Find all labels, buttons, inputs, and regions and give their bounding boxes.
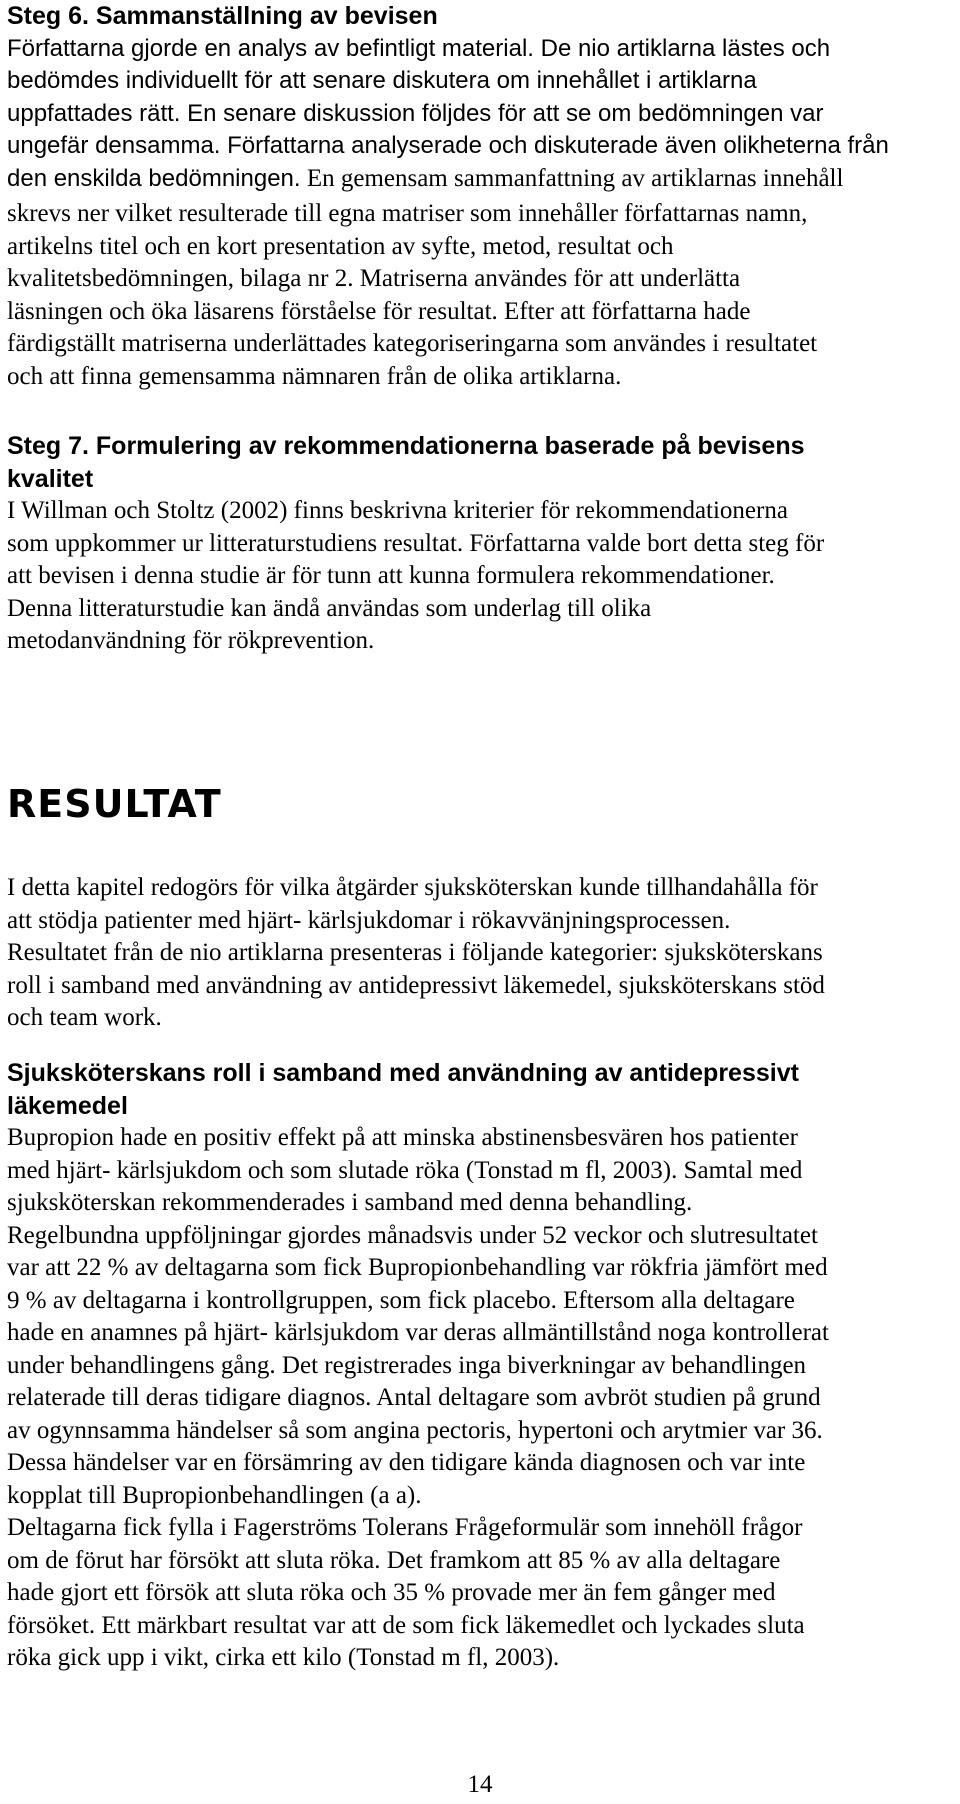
paragraph-line: 9 % av deltagarna i kontrollgruppen, som fick placebo. Eftersom alla deltagare (7, 1286, 795, 1314)
paragraph-line: ungefär densamma. Författarna analyserade och diskuterade även olikheterna från (7, 132, 889, 159)
paragraph-line: och team work. (7, 1004, 162, 1031)
paragraph-line: hade en anamnes på hjärt- kärlsjukdom var deras allmäntillstånd noga kontrollerat (7, 1319, 829, 1346)
paragraph-line: av ogynnsamma händelser så som angina pectoris, hypertoni och arytmier var 36. (7, 1416, 823, 1444)
paragraph-line: röka gick upp i vikt, cirka ett kilo (Tonstad m fl, 2003). (7, 1644, 560, 1671)
paragraph-line: skrevs ner vilket resulterade till egna matriser som innehåller författarnas namn, (7, 200, 808, 227)
paragraph-line: under behandlingens gång. Det registrerades inga biverkningar av behandlingen (7, 1351, 807, 1379)
section-steg-7 (7, 430, 952, 658)
paragraph-line: och att finna gemensamma nämnaren från de olika artiklarna. (7, 362, 622, 390)
paragraph-line: Författarna gjorde en analys av befintligt material. De nio artiklarna lästes och (7, 34, 831, 62)
paragraph-text-sans: den enskilda bedömningen. (7, 164, 301, 192)
paragraph-line: att bevisen i denna studie är för tunn att kunna formulera rekommendationer. (7, 562, 775, 589)
paragraph-line: om de förut har försökt att sluta röka. Det framkom att 85 % av alla deltagare (7, 1546, 781, 1574)
paragraph-line-mixed (7, 163, 952, 199)
section-heading-steg-6: Steg 6. Sammanställning av bevisen (7, 2, 438, 30)
paragraph-line: läsningen och öka läsarens förståelse för resultat. Efter att författarna hade (7, 297, 751, 325)
paragraph-line: var att 22 % av deltagarna som fick Bupropionbehandling var rökfria jämfört med (7, 1254, 828, 1281)
paragraph-line: kopplat till Bupropionbehandlingen (a a). (7, 1481, 422, 1509)
section-heading-roll: Sjuksköterskans roll i samband med användning av antidepressivt (7, 1059, 799, 1087)
section-heading-steg-7-cont: kvalitet (7, 464, 94, 493)
paragraph-line: med hjärt- kärlsjukdom och som slutade röka (Tonstad m fl, 2003). Samtal med (7, 1156, 803, 1184)
paragraph-line: I Willman och Stoltz (2002) finns beskrivna kriterier för rekommendationerna (7, 497, 788, 524)
paragraph-line: Denna litteraturstudie kan ändå användas som underlag till olika (7, 594, 652, 622)
paragraph-line: Dessa händelser var en försämring av den tidigare kända diagnosen och var inte (7, 1449, 806, 1476)
paragraph-line: Resultatet från de nio artiklarna presenteras i följande kategorier: sjuksköterskans (7, 939, 823, 966)
chapter-heading-resultat: RESULTAT (7, 782, 222, 826)
section-heading-steg-7: Steg 7. Formulering av rekommendationerna baserade på bevisens (7, 432, 805, 460)
paragraph-line: uppfattades rätt. En senare diskussion följdes för att se om bedömningen var (7, 99, 824, 127)
paragraph-line: som uppkommer ur litteraturstudiens resultat. Författarna valde bort detta steg för (7, 529, 825, 557)
paragraph-line: hade gjort ett försök att sluta röka och 35 % provade mer än fem gånger med (7, 1579, 776, 1606)
paragraph-line: färdigställt matriserna underlättades kategoriseringarna som användes i resultatet (7, 330, 818, 357)
paragraph-line: I detta kapitel redogörs för vilka åtgärder sjuksköterskan kunde tillhandahålla för (7, 874, 818, 901)
paragraph-line: försöket. Ett märkbart resultat var att de som fick läkemedlet och lyckades sluta (7, 1611, 805, 1639)
paragraph-line: sjuksköterskan rekommenderades i samband med denna behandling. (7, 1189, 693, 1216)
paragraph-line: att stödja patienter med hjärt- kärlsjukdomar i rökavvänjningsprocessen. (7, 906, 731, 934)
paragraph-line: relaterade till deras tidigare diagnos. Antal deltagare som avbröt studien på grund (7, 1384, 821, 1411)
paragraph-line: bedömdes individuellt för att senare diskutera om innehållet i artiklarna (7, 67, 757, 94)
section-heading-roll-cont: läkemedel (7, 1091, 128, 1120)
paragraph-line: artikelns titel och en kort presentation av syfte, metod, resultat och (7, 232, 674, 260)
paragraph-line: Deltagarna fick fylla i Fagerströms Tolerans Frågeformulär som innehöll frågor (7, 1514, 803, 1541)
paragraph-line: Bupropion hade en positiv effekt på att minska abstinensbesvären hos patienter (7, 1124, 799, 1151)
paragraph-text-serif: En gemensam sammanfattning av artiklarnas innehåll (300, 164, 844, 192)
paragraph-line: roll i samband med användning av antidepressivt läkemedel, sjuksköterskans stöd (7, 971, 825, 999)
section-sjukskoterskans-roll (7, 1057, 952, 1675)
paragraph-line: metodanvändning för rökprevention. (7, 627, 375, 654)
section-resultat-intro (7, 872, 952, 1035)
section-steg-6 (7, 0, 952, 393)
paragraph-line: kvalitetsbedömningen, bilaga nr 2. Matriserna användes för att underlätta (7, 265, 741, 292)
paragraph-line: Regelbundna uppföljningar gjordes månadsvis under 52 veckor och slutresultatet (7, 1221, 818, 1249)
page-number: 14 (467, 1771, 493, 1798)
